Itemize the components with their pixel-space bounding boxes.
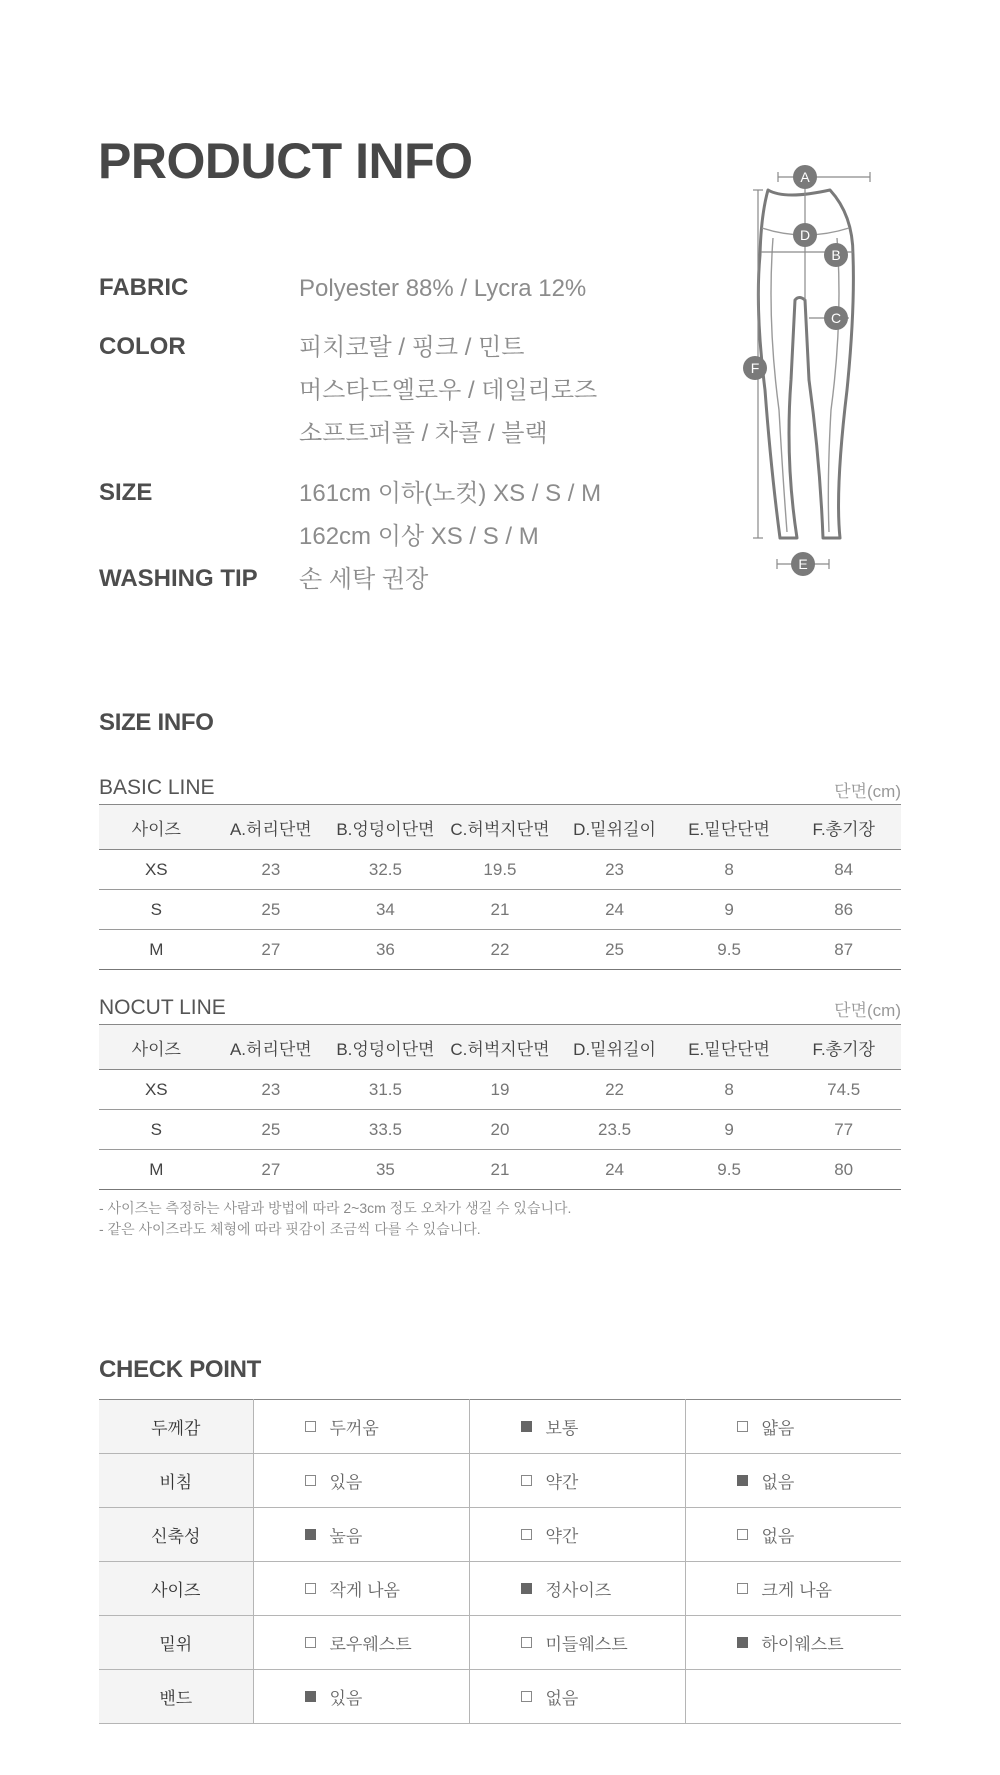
table-cell: 24 (557, 1150, 672, 1190)
svg-text:E: E (798, 556, 808, 572)
info-value: Polyester 88% / Lycra 12% (299, 275, 587, 302)
check-option-cell (469, 1400, 685, 1454)
check-option-cell (685, 1616, 901, 1670)
note-line: - 같은 사이즈라도 체형에 따라 핏감이 조금씩 다를 수 있습니다. (99, 1221, 481, 1237)
check-row (99, 1454, 901, 1508)
check-option (471, 1630, 684, 1655)
check-option (471, 1522, 684, 1547)
check-option-cell (685, 1562, 901, 1616)
check-point-body (99, 1400, 901, 1724)
table-row (99, 930, 901, 970)
table-row (99, 850, 901, 890)
check-option (687, 1414, 901, 1439)
nocut-unit-label: 단면(cm) (834, 1001, 901, 1020)
table-cell: 21 (443, 890, 558, 930)
check-option-label: 정사이즈 (545, 1581, 612, 1600)
table-cell: 21 (443, 1150, 558, 1190)
check-option (255, 1522, 468, 1547)
size-info-title: SIZE INFO (99, 709, 214, 736)
check-option-label: 있음 (329, 1473, 363, 1492)
table-cell: 84 (786, 850, 901, 890)
svg-text:C: C (830, 310, 842, 326)
check-row (99, 1670, 901, 1724)
info-value: 손 세탁 권장 (299, 566, 429, 593)
checked-box-icon (521, 1583, 532, 1594)
check-option (687, 1468, 901, 1493)
table-cell: S (99, 890, 214, 930)
check-option-cell (469, 1670, 685, 1724)
checked-box-icon (521, 1421, 532, 1432)
column-header: F.총기장 (812, 819, 875, 839)
check-option-cell (685, 1508, 901, 1562)
table-cell: 9 (672, 890, 787, 930)
table-row (99, 1150, 901, 1190)
check-option (687, 1630, 901, 1655)
table-cell: 24 (557, 890, 672, 930)
table-cell: 35 (328, 1150, 443, 1190)
table-cell: 34 (328, 890, 443, 930)
check-option-cell (253, 1400, 469, 1454)
table-cell: XS (99, 850, 214, 890)
table-cell: 36 (328, 930, 443, 970)
column-header: D.밑위길이 (573, 1039, 656, 1059)
check-option (471, 1576, 684, 1601)
check-option-label: 로우웨스트 (329, 1635, 412, 1654)
info-label: FABRIC (99, 274, 189, 301)
page-title: PRODUCT INFO (98, 133, 473, 189)
basic-unit-label: 단면(cm) (834, 782, 901, 801)
check-option-cell (469, 1454, 685, 1508)
column-header: 사이즈 (131, 819, 181, 839)
checked-box-icon (305, 1529, 316, 1540)
table-cell: 22 (557, 1070, 672, 1110)
check-option-label: 높음 (329, 1527, 363, 1546)
column-header: 사이즈 (131, 1039, 181, 1059)
check-option (255, 1630, 468, 1655)
table-cell: 33.5 (328, 1110, 443, 1150)
check-option-label: 작게 나옴 (329, 1581, 400, 1600)
info-value: 피치코랄 / 핑크 / 민트 (299, 334, 525, 361)
column-header: A.허리단면 (229, 1039, 312, 1059)
check-option-cell (253, 1616, 469, 1670)
info-label: SIZE (99, 479, 153, 506)
info-values (299, 274, 739, 317)
check-row (99, 1400, 901, 1454)
table-cell: 74.5 (786, 1070, 901, 1110)
check-row (99, 1508, 901, 1562)
info-values (299, 479, 739, 565)
check-option-cell (685, 1670, 901, 1724)
check-option-label: 두꺼움 (329, 1419, 379, 1438)
column-header: E.밑단단면 (688, 819, 770, 839)
table-cell: M (99, 930, 214, 970)
unchecked-box-icon (521, 1529, 532, 1540)
table-cell: 25 (557, 930, 672, 970)
svg-text:F: F (750, 360, 760, 376)
check-option (471, 1684, 684, 1709)
table-cell: 87 (786, 930, 901, 970)
table-cell: XS (99, 1070, 214, 1110)
check-option-cell (253, 1508, 469, 1562)
check-option-label: 없음 (761, 1527, 795, 1546)
unchecked-box-icon (305, 1421, 316, 1432)
check-option-cell (469, 1562, 685, 1616)
check-option-label: 미들웨스트 (545, 1635, 628, 1654)
table-cell: 22 (443, 930, 558, 970)
checked-box-icon (305, 1691, 316, 1702)
table-row (99, 1110, 901, 1150)
table-row (99, 890, 901, 930)
table-cell: 8 (672, 850, 787, 890)
table-cell: 86 (786, 890, 901, 930)
column-header: D.밑위길이 (573, 819, 656, 839)
table-cell: 32.5 (328, 850, 443, 890)
check-row-label: 신축성 (99, 1508, 253, 1562)
table-cell: 77 (786, 1110, 901, 1150)
check-option-cell (469, 1616, 685, 1670)
table-cell: 19.5 (443, 850, 558, 890)
check-option-cell (685, 1454, 901, 1508)
note-line: - 사이즈는 측정하는 사람과 방법에 따라 2~3cm 정도 오차가 생길 수 있습니다. (99, 1200, 572, 1216)
svg-text:A: A (800, 169, 810, 185)
info-values (299, 565, 739, 608)
unchecked-box-icon (521, 1691, 532, 1702)
table-row (99, 1070, 901, 1110)
table-cell: 23.5 (557, 1110, 672, 1150)
check-point-table (99, 1399, 901, 1724)
info-values (299, 333, 739, 462)
leggings-diagram (725, 160, 895, 580)
marker-F (743, 356, 767, 380)
check-row-label: 두께감 (99, 1400, 253, 1454)
table-cell: M (99, 1150, 214, 1190)
table-cell: 9.5 (672, 930, 787, 970)
check-option-label: 약간 (545, 1527, 579, 1546)
table-cell: 31.5 (328, 1070, 443, 1110)
check-option-label: 하이웨스트 (761, 1635, 844, 1654)
unchecked-box-icon (305, 1475, 316, 1486)
marker-A (793, 165, 817, 189)
check-option (687, 1522, 901, 1547)
column-header: F.총기장 (812, 1039, 875, 1059)
size-notes (99, 1198, 571, 1240)
check-option-cell (469, 1508, 685, 1562)
check-row-label: 비침 (99, 1454, 253, 1508)
check-row (99, 1616, 901, 1670)
marker-B (824, 243, 848, 267)
unchecked-box-icon (737, 1583, 748, 1594)
table-cell: 23 (214, 1070, 329, 1110)
info-value: 소프트퍼플 / 차콜 / 블랙 (299, 420, 548, 447)
check-row (99, 1562, 901, 1616)
check-option (471, 1468, 684, 1493)
column-header: C.허벅지단면 (450, 819, 550, 839)
check-option-label: 얇음 (761, 1419, 795, 1438)
table-cell: 80 (786, 1150, 901, 1190)
info-value: 162cm 이상 XS / S / M (299, 523, 539, 550)
info-label: COLOR (99, 333, 186, 360)
check-option (255, 1468, 468, 1493)
unchecked-box-icon (521, 1475, 532, 1486)
marker-E (791, 552, 815, 576)
svg-text:D: D (799, 227, 811, 243)
table-cell: 8 (672, 1070, 787, 1110)
column-header: A.허리단면 (229, 819, 312, 839)
info-value: 161cm 이하(노컷) XS / S / M (299, 480, 602, 507)
check-option-cell (253, 1670, 469, 1724)
column-header: C.허벅지단면 (450, 1039, 550, 1059)
table-cell: 27 (214, 930, 329, 970)
column-header: E.밑단단면 (688, 1039, 770, 1059)
check-option (471, 1414, 684, 1439)
unchecked-box-icon (737, 1421, 748, 1432)
check-option-label: 있음 (329, 1689, 363, 1708)
unchecked-box-icon (737, 1529, 748, 1540)
column-header: B.엉덩이단면 (336, 819, 435, 839)
marker-C (824, 306, 848, 330)
column-header: B.엉덩이단면 (336, 1039, 435, 1059)
check-option-cell (253, 1562, 469, 1616)
info-value: 머스타드옐로우 / 데일리로즈 (299, 377, 598, 404)
check-option-label: 없음 (761, 1473, 795, 1492)
nocut-line-title: NOCUT LINE (99, 996, 226, 1019)
check-row-label: 밑위 (99, 1616, 253, 1670)
checked-box-icon (737, 1475, 748, 1486)
basic-line-title: BASIC LINE (99, 776, 215, 799)
checked-box-icon (737, 1637, 748, 1648)
table-header-row (99, 1025, 901, 1070)
check-option-cell (685, 1400, 901, 1454)
table-cell: S (99, 1110, 214, 1150)
table-cell: 9.5 (672, 1150, 787, 1190)
table-cell: 9 (672, 1110, 787, 1150)
check-option (255, 1576, 468, 1601)
nocut-size-table (99, 1024, 901, 1190)
check-point-title: CHECK POINT (99, 1356, 262, 1383)
info-label: WASHING TIP (99, 565, 258, 592)
check-option-label: 보통 (545, 1419, 579, 1438)
marker-D (793, 223, 817, 247)
check-option (255, 1414, 468, 1439)
check-option-label: 약간 (545, 1473, 579, 1492)
table-cell: 27 (214, 1150, 329, 1190)
table-cell: 20 (443, 1110, 558, 1150)
table-cell: 19 (443, 1070, 558, 1110)
table-cell: 25 (214, 1110, 329, 1150)
check-row-label: 밴드 (99, 1670, 253, 1724)
check-option-cell (253, 1454, 469, 1508)
basic-size-table (99, 804, 901, 970)
unchecked-box-icon (305, 1583, 316, 1594)
unchecked-box-icon (305, 1637, 316, 1648)
table-cell: 23 (557, 850, 672, 890)
unchecked-box-icon (521, 1637, 532, 1648)
check-row-label: 사이즈 (99, 1562, 253, 1616)
check-option-label: 없음 (545, 1689, 579, 1708)
svg-text:B: B (831, 247, 841, 263)
check-option-label: 크게 나옴 (761, 1581, 832, 1600)
table-header-row (99, 805, 901, 850)
check-option (687, 1576, 901, 1601)
table-cell: 23 (214, 850, 329, 890)
check-option (255, 1684, 468, 1709)
table-cell: 25 (214, 890, 329, 930)
